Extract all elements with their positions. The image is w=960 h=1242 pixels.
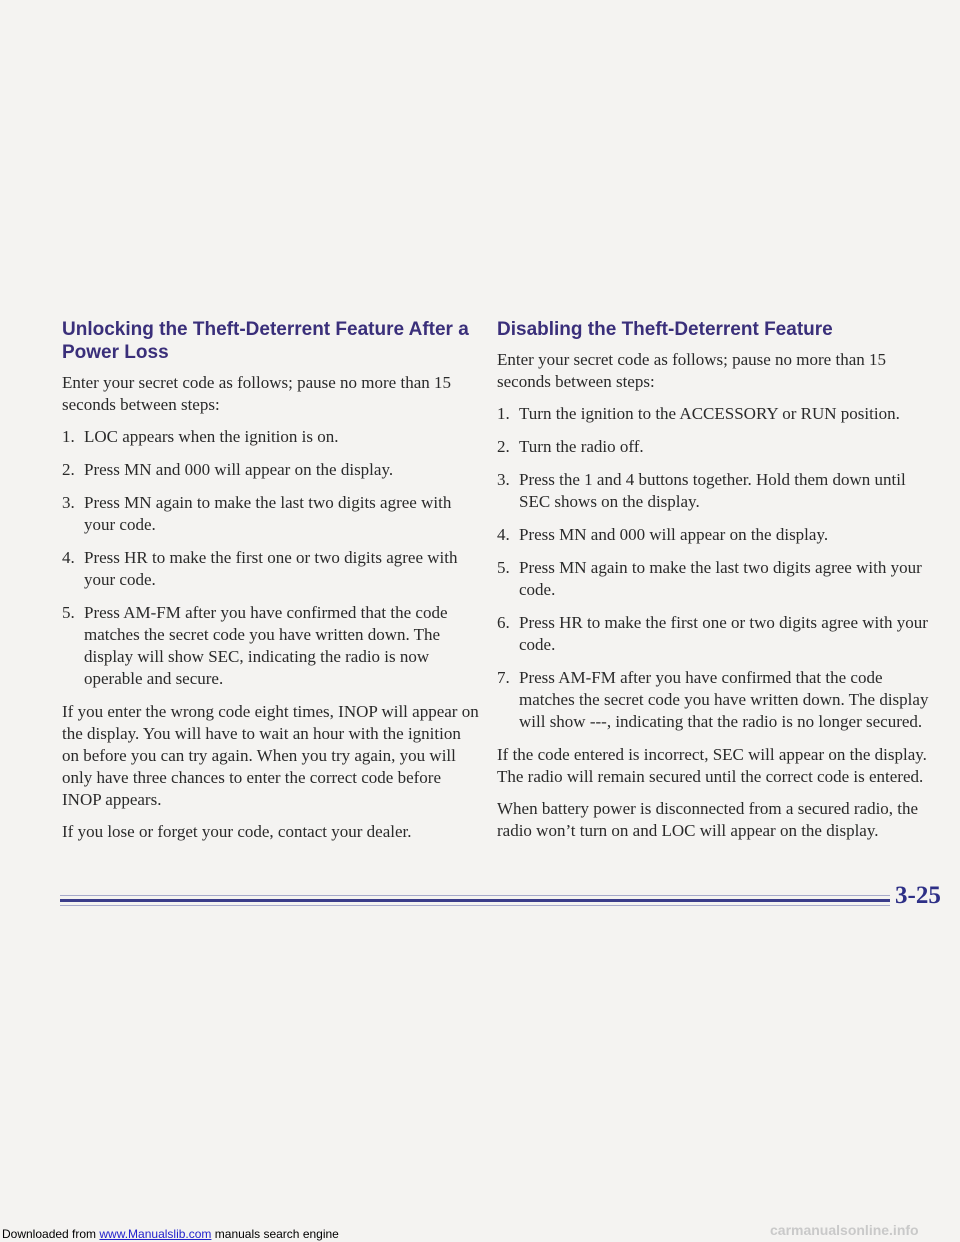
- right-paragraph-incorrect-code: If the code entered is incorrect, SEC will appear on the display. The radio will remain secured until the correct code is entered.: [497, 745, 927, 786]
- list-item: 4. Press MN and 000 will appear on the display.: [497, 525, 829, 544]
- list-item: 4. Press HR to make the first one or two digits agree with your code.: [62, 548, 458, 589]
- list-item: 7. Press AM-FM after you have confirmed that the code matches the secret code you have written down. The display will show ---, indicating that the radio is no longer secured.: [497, 668, 929, 731]
- manualslib-link[interactable]: www.Manualslib.com: [99, 1227, 212, 1241]
- list-item: 3. Press MN again to make the last two digits agree with your code.: [62, 493, 452, 534]
- page-number: 3-25: [895, 882, 941, 909]
- right-intro: Enter your secret code as follows; pause no more than 15 seconds between steps:: [497, 350, 886, 391]
- rule-thin-bottom: [60, 905, 890, 906]
- right-paragraph-battery: When battery power is disconnected from a secured radio, the radio won’t turn on and LOC will appear on the display.: [497, 799, 919, 840]
- list-item: 3. Press the 1 and 4 buttons together. Hold them down until SEC shows on the display.: [497, 470, 906, 511]
- list-item: 5. Press AM-FM after you have confirmed that the code matches the secret code you have written down. The display will show SEC, indicating the radio is now operable and secure.: [62, 603, 448, 688]
- list-item: 2. Turn the radio off.: [497, 437, 644, 456]
- list-item: 6. Press HR to make the first one or two digits agree with your code.: [497, 613, 928, 654]
- left-paragraph-lost-code: If you lose or forget your code, contact your dealer.: [62, 822, 412, 841]
- left-intro: Enter your secret code as follows; pause no more than 15 seconds between steps:: [62, 373, 451, 414]
- rule-thick: [60, 899, 890, 902]
- list-item: 2. Press MN and 000 will appear on the display.: [62, 460, 394, 479]
- left-column: [62, 318, 482, 853]
- footer-suffix: manuals search engine: [211, 1227, 339, 1241]
- download-footer: [2, 1227, 339, 1241]
- list-item: 1. LOC appears when the ignition is on.: [62, 427, 339, 446]
- left-paragraph-wrong-code: If you enter the wrong code eight times, INOP will appear on the display. You will have to wait an hour with the ignition on before you can try again. When you try again, you will only have three chances to enter the correct code before INOP appears.: [62, 702, 479, 809]
- list-item: 1. Turn the ignition to the ACCESSORY or RUN position.: [497, 404, 900, 423]
- section-heading-disabling: Disabling the Theft-Deterrent Feature: [497, 319, 833, 340]
- list-item: 5. Press MN again to make the last two digits agree with your code.: [497, 558, 922, 599]
- footer-rule: [60, 893, 890, 909]
- footer-prefix: Downloaded from: [2, 1227, 100, 1241]
- watermark-text: carmanualsonline.info: [770, 1222, 919, 1238]
- right-steps-list: [497, 403, 937, 733]
- left-steps-list: [62, 426, 482, 690]
- section-heading-unlocking: Unlocking the Theft-Deterrent Feature After a Power Loss: [62, 319, 469, 363]
- rule-thin-top: [60, 895, 890, 896]
- right-column: [497, 318, 937, 852]
